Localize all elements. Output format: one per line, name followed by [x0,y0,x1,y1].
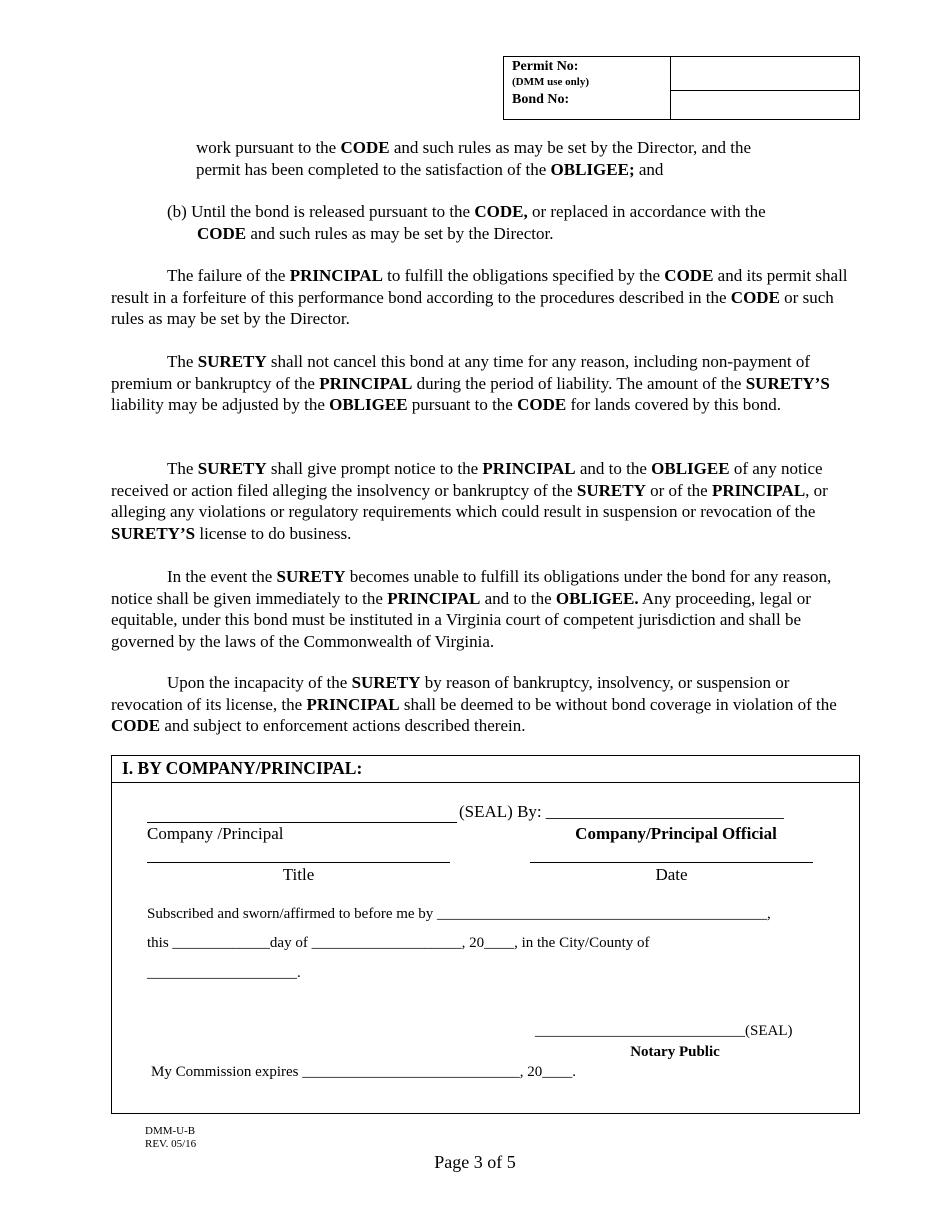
text-run: by reason of bankruptcy, insolvency, or suspension or revocation of its license, the [111,673,790,714]
text-run-bold: SURETY [197,459,267,478]
title-line[interactable] [147,862,450,863]
text-run: liability may be adjusted by the [111,395,330,414]
text-run-bold: OBLIGEE [329,395,408,414]
text-run-bold: PRINCIPAL [319,373,413,393]
text-run-bold: CODE, [474,202,528,221]
text-run-bold: PRINCIPAL [306,694,400,714]
company-principal-label: Company /Principal [147,824,284,843]
text-run: or of the [645,480,712,500]
text-run: pursuant to the [407,395,518,414]
text-run-bold: OBLIGEE. [555,588,639,608]
permit-bond-box [503,56,860,120]
text-run: permit has been completed to the satisfaction of the [196,159,551,179]
text-run: and to the [575,459,652,478]
notary-signature-seal[interactable]: ____________________________(SEAL) [535,1023,793,1039]
paragraph-surety-unable [111,566,851,652]
text-run: and subject to enforcement actions described therein. [160,716,526,735]
text-run-bold: OBLIGEE; [550,159,635,179]
text-run-bold: PRINCIPAL [289,266,383,285]
permit-bond-divider [671,90,859,91]
text-run-bold: SURETY [197,352,267,371]
text-run: work pursuant to the [196,138,341,157]
text-run: of any notice received or action filed alleging the insolvency or bankruptcy of the [111,459,823,500]
text-run: for lands covered by this bond. [566,395,782,414]
company-signature-line[interactable] [147,822,457,823]
text-run-bold: CODE [730,287,780,307]
city-county-line[interactable]: ____________________. [147,965,301,981]
text-run: Any proceeding, legal or equitable, under this bond must be instituted in a Virginia court of competent jurisdiction and shall be governed by the laws of the Commonwealth of Virginia. [111,588,811,651]
text-run: In the event the [167,567,277,586]
page-number: Page 3 of 5 [434,1152,516,1172]
text-run: The failure of the [167,266,290,285]
text-run-bold: OBLIGEE [651,459,730,478]
paragraph-surety-incapacity [111,672,851,737]
text-run: Upon the incapacity of the [167,673,352,692]
text-run-bold: CODE [517,395,567,414]
paragraph-forfeiture [111,265,851,330]
text-run: and to the [480,588,556,608]
text-run-bold: SURETY [351,673,421,692]
sworn-statement[interactable]: Subscribed and sworn/affirmed to before me by ____________________________________________, [147,906,771,922]
section-title: I. BY COMPANY/PRINCIPAL: [122,758,363,778]
company-official-label: Company/Principal Official [575,824,777,843]
text-run: , or alleging any violations or regulatory requirements which could result in suspension or revocation of the [111,480,828,521]
text-run-bold: PRINCIPAL [482,459,576,478]
text-run-bold: SURETY’S [111,523,196,543]
date-line[interactable] [530,862,813,863]
text-run-bold: SURETY [276,567,346,586]
text-run: license to do business. [195,523,352,543]
text-run: or such rules as may be set by the Director. [111,287,834,328]
text-run-bold: CODE [340,138,390,157]
company-principal-section [111,755,860,1114]
text-run: or replaced in accordance with the [527,202,766,221]
text-run: shall not cancel this bond at any time for any reason, including non-payment of premium or bankruptcy of the [111,352,811,393]
paragraph-surety-cancel [111,351,851,416]
text-run: (b) Until the bond is released pursuant to the [167,202,475,221]
text-run: The [167,459,198,478]
paragraph-continuation [196,137,856,180]
text-run: and such rules as may be set by the Director. [246,223,554,243]
text-run-bold: SURETY’S [745,373,830,393]
section-header [112,756,859,783]
title-label: Title [282,865,315,884]
commission-expires-line[interactable]: My Commission expires _____________________________, 20____. [151,1064,577,1080]
text-run-bold: CODE [664,266,714,285]
date-label: Date [655,865,688,884]
text-run: and [634,159,664,179]
notary-public-label: Notary Public [630,1044,720,1060]
form-id: DMM-U-B [145,1125,196,1137]
text-run: and such rules as may be set by the Director, and the [389,138,752,157]
day-month-year-line[interactable]: this _____________day of ____________________, 20____, in the City/County of [147,935,650,951]
permit-label: Permit No: [512,59,579,74]
form-revision: REV. 05/16 [145,1138,197,1150]
text-run-bold: SURETY [576,480,646,500]
bond-label: Bond No: [512,92,570,107]
text-run-bold: CODE [111,716,161,735]
text-run: to fulfill the obligations specified by the [382,266,665,285]
seal-by-line[interactable]: (SEAL) By: ____________________________ [459,802,784,821]
text-run: The [167,352,198,371]
text-run-bold: PRINCIPAL [711,480,806,500]
text-run: and its permit shall result in a forfeiture of this performance bond according to the procedures described in the [111,266,848,307]
text-run: shall be deemed to be without bond coverage in violation of the [399,694,837,714]
text-run: shall give prompt notice to the [266,459,483,478]
text-run: during the period of liability. The amount of the [412,373,746,393]
text-run-bold: PRINCIPAL [387,588,481,608]
paragraph-surety-notice [111,458,851,544]
paragraph-item-b [167,201,857,244]
text-run-bold: CODE [197,223,247,243]
text-run: becomes unable to fulfill its obligations under the bond for any reason, notice shall be given immediately to the [111,567,832,608]
permit-note: (DMM use only) [512,76,589,88]
